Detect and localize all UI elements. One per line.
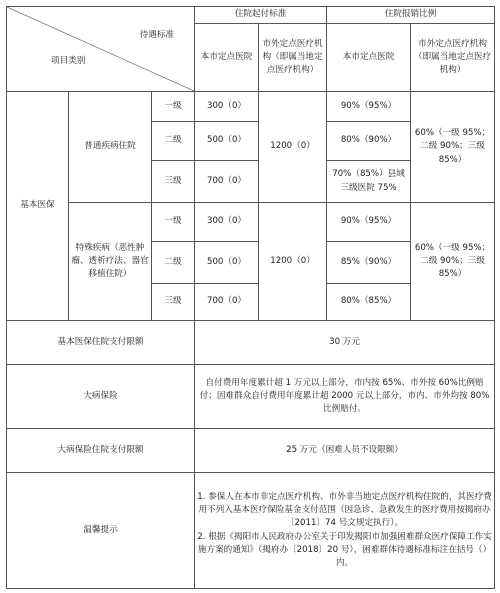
local-reimb-cell: 90%（95%） (327, 92, 411, 122)
outside-start-cell: 1200（0） (259, 92, 327, 203)
header-local-start: 本市定点医院 (195, 24, 259, 92)
level-cell: 二级 (152, 242, 195, 284)
local-reimb-cell: 85%（90%） (327, 242, 411, 284)
basic-limit-label: 基本医保住院支付限额 (7, 321, 195, 365)
level-cell: 一级 (152, 92, 195, 122)
outside-start-cell: 1200（0） (259, 203, 327, 321)
header-local-reimb: 本市定点医院 (327, 24, 411, 92)
local-reimb-cell: 90%（95%） (327, 203, 411, 242)
tips-label: 温馨提示 (7, 473, 195, 589)
level-cell: 三级 (152, 161, 195, 203)
critical-limit-value: 25 万元（困难人员不设限额） (195, 429, 495, 473)
tips-content (195, 473, 495, 589)
benefits-table (6, 6, 495, 589)
header-outside-start: 市外定点医疗机构（即属当地定点医疗机构） (259, 24, 327, 92)
local-start-cell: 700（0） (195, 284, 259, 321)
special-disease-label: 特殊疾病（恶性肿瘤、透析疗法、器官移植住院） (69, 203, 152, 321)
level-cell: 一级 (152, 203, 195, 242)
header-start-group: 住院起付标准 (195, 7, 327, 24)
local-start-cell: 300（0） (195, 203, 259, 242)
basic-limit-value: 30 万元 (195, 321, 495, 365)
local-start-cell: 700（0） (195, 161, 259, 203)
critical-illness-value: 自付费用年度累计超 1 万元以上部分，市内按 65%、市外按 60%比例赔付；因难群众自付费用年度累计超 2000 元以上部分，市内、市外均按 80%比例赔付。 (195, 365, 495, 429)
general-disease-label: 普通疾病住院 (69, 92, 152, 203)
tip-item: 1. 参保人在本市非定点医疗机构、市外非当地定点医疗机构住院的，其医疗费用不列入基本医疗保险基金支付范围（因急诊、急救发生的医疗费用按揭府办〔2011〕74 号文规定执行）。 (197, 491, 492, 529)
local-start-cell: 500（0） (195, 242, 259, 284)
outside-reimb-cell: 60%（一级 95%；二级 90%；三级 85%） (411, 203, 495, 321)
diag-header-top: 待遇标准 (139, 30, 175, 40)
level-cell: 三级 (152, 284, 195, 321)
local-start-cell: 500（0） (195, 122, 259, 161)
level-cell: 二级 (152, 122, 195, 161)
diag-header-bottom: 项目类别 (51, 56, 86, 66)
header-reimb-group: 住院报销比例 (327, 7, 495, 24)
diagonal-line (7, 7, 194, 91)
critical-illness-label: 大病保险 (7, 365, 195, 429)
tip-item: 2. 根据《揭阳市人民政府办公室关于印发揭阳市加强困难群众医疗保障工作实施方案的通知》（揭府办〔2018〕20 号），困难群体待遇标准标注在括号（）内。 (197, 531, 492, 569)
local-reimb-cell: 80%（90%） (327, 122, 411, 161)
outside-reimb-cell: 60%（一级 95%；二级 90%；三级 85%） (411, 92, 495, 203)
local-reimb-cell: 80%（85%） (327, 284, 411, 321)
critical-limit-label: 大病保险住院支付限额 (7, 429, 195, 473)
local-reimb-cell: 70%（85%）县域三级医院 75% (327, 161, 411, 203)
diagonal-header-cell (7, 7, 195, 92)
basic-insurance-label: 基本医保 (7, 92, 69, 321)
local-start-cell: 300（0） (195, 92, 259, 122)
header-outside-reimb: 市外定点医疗机构（即属当地定点医疗机构） (411, 24, 495, 92)
